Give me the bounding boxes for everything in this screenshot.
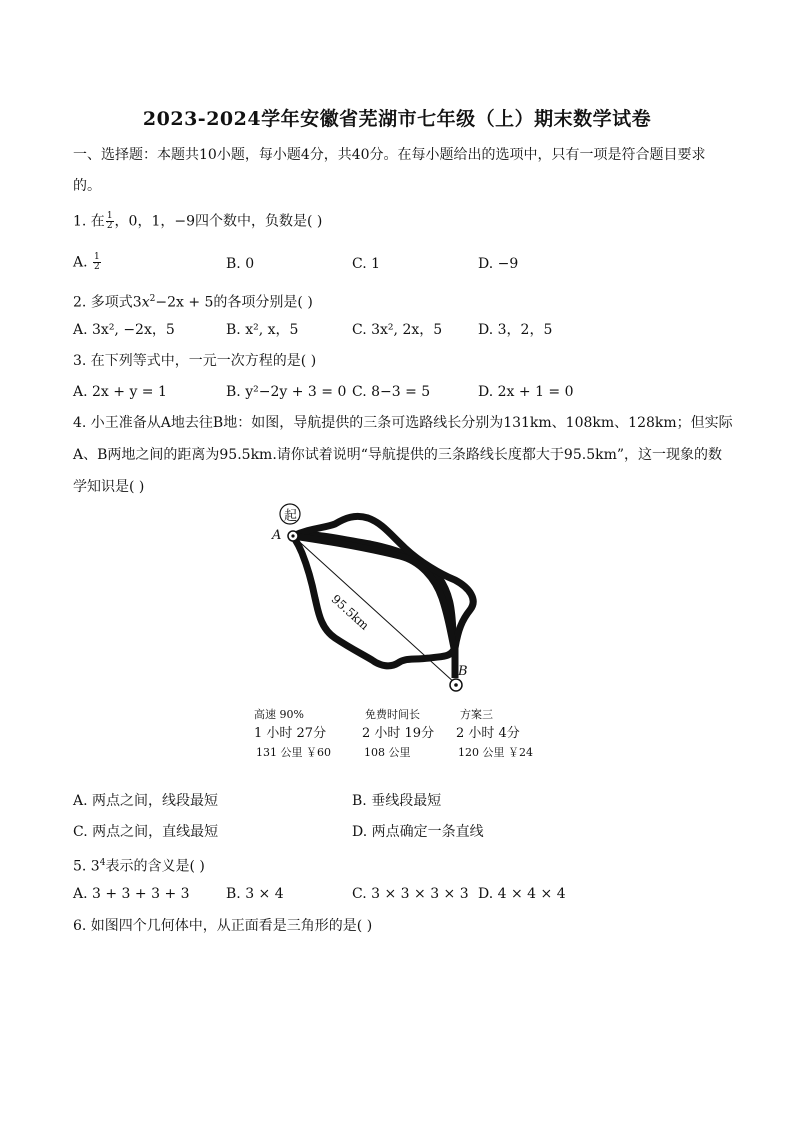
q5-option-c[interactable]	[352, 885, 469, 903]
q1-frac-den: 2	[106, 221, 113, 231]
section-instructions-line2: 的。	[73, 178, 101, 194]
option-label: D.	[478, 322, 494, 338]
route-2-time: 2 小时 19分	[362, 726, 435, 741]
option-text: x², x，5	[245, 322, 299, 338]
q1-option-c[interactable]	[352, 255, 380, 273]
q4-option-b[interactable]	[352, 792, 441, 810]
q1-opt-a-den: 2	[94, 262, 100, 272]
q4-option-d[interactable]	[352, 823, 484, 841]
q4-option-c[interactable]	[73, 823, 218, 841]
q1-option-b[interactable]	[226, 255, 254, 273]
q2-option-a[interactable]	[73, 321, 175, 339]
option-label: C.	[352, 256, 367, 272]
q1-frac-num: 1	[106, 211, 113, 221]
option-label: B.	[226, 886, 241, 902]
route-3-time: 2 小时 4分	[456, 726, 520, 741]
q2-option-d[interactable]	[478, 321, 552, 339]
option-text: 0	[245, 256, 255, 272]
option-label: A.	[73, 322, 88, 338]
option-label: A.	[73, 793, 88, 809]
question-5-stem	[73, 854, 205, 876]
option-text: 3x², 2x，5	[371, 322, 443, 338]
q1-opt-a-num: 1	[94, 252, 100, 262]
q2-stem-a: 2. 多项式3	[73, 294, 142, 311]
route-1-time: 1 小时 27分	[254, 726, 327, 741]
question-2-stem	[73, 290, 313, 312]
option-label: A.	[73, 886, 88, 902]
option-text: 3 + 3 + 3 + 3	[92, 886, 190, 902]
option-text: 3 × 3 × 3 × 3	[371, 886, 469, 902]
section-instructions-line1: 一、选择题：本题共10小题，每小题4分，共40分。在每小题给出的选项中，只有一项是符合题目要求	[73, 147, 706, 163]
option-text: 3x², −2x，5	[92, 322, 175, 338]
route-1-info: 131 公里 ￥60	[256, 746, 331, 759]
route-1-name: 高速 90%	[254, 708, 304, 721]
q1-rest: ，0，1，−9四个数中，负数是( )	[114, 213, 323, 230]
q2-stem-c: 2	[149, 294, 156, 304]
option-label: D.	[478, 886, 494, 902]
q5-option-d[interactable]	[478, 885, 566, 903]
question-6-stem: 6. 如图四个几何体中，从正面看是三角形的是( )	[73, 918, 373, 934]
option-label: B.	[226, 256, 241, 272]
question-4-line1: 4. 小王准备从A地去往B地：如图，导航提供的三条可选路线长分别为131km、108km、128km；但实际	[73, 415, 733, 431]
question-4-line2: A、B两地之间的距离为95.5km.请你试着说明“导航提供的三条路线长度都大于95.5km”，这一现象的数	[73, 447, 723, 463]
option-text: 4 × 4 × 4	[497, 886, 566, 902]
option-label: B.	[226, 384, 241, 400]
q2-option-c[interactable]	[352, 321, 442, 339]
route-outer	[293, 535, 455, 666]
point-b-dot	[454, 683, 458, 687]
option-text: 两点之间，直线最短	[92, 824, 219, 840]
question-3-stem: 3. 在下列等式中，一元一次方程的是( )	[73, 353, 317, 369]
option-text: 垂线段最短	[371, 793, 442, 809]
question-4-line3: 学知识是( )	[73, 479, 145, 495]
q5-stem-a: 5. 3	[73, 858, 100, 875]
q1-option-a-fraction	[93, 253, 101, 272]
option-text: 2x + 1 = 0	[497, 384, 574, 400]
q3-option-a[interactable]	[73, 383, 167, 401]
page-title: 2023-2024学年安徽省芜湖市七年级（上）期末数学试卷	[142, 108, 652, 130]
q1-option-d[interactable]	[478, 255, 518, 273]
q5-option-b[interactable]	[226, 885, 284, 903]
q3-option-b[interactable]	[226, 383, 346, 401]
option-text: y²−2y + 3 = 0	[245, 384, 347, 400]
q1-fraction	[106, 212, 114, 231]
q3-option-c[interactable]	[352, 383, 430, 401]
option-label: A.	[73, 254, 88, 271]
q2-option-b[interactable]	[226, 321, 298, 339]
option-label: D.	[478, 384, 494, 400]
q5-stem-b: 4	[99, 858, 106, 868]
q5-stem-c: 表示的含义是( )	[105, 858, 205, 875]
point-b-label: B	[458, 664, 468, 679]
option-label: D.	[478, 256, 494, 272]
route-map-svg	[250, 498, 550, 698]
question-1-stem	[73, 212, 322, 231]
route-3-name: 方案三	[460, 708, 493, 721]
q5-option-a[interactable]	[73, 885, 190, 903]
q4-option-a[interactable]	[73, 792, 218, 810]
route-map-figure	[250, 498, 550, 766]
q3-option-d[interactable]	[478, 383, 574, 401]
distance-label: 95.5km	[328, 592, 372, 633]
option-text: 8−3 = 5	[371, 384, 431, 400]
route-3-info: 120 公里 ￥24	[458, 746, 533, 759]
option-text: 两点确定一条直线	[371, 824, 484, 840]
option-label: C.	[352, 384, 367, 400]
q2-stem-b: x	[141, 294, 150, 311]
option-text: 2x + y = 1	[92, 384, 167, 400]
option-text: 3，2，5	[497, 322, 553, 338]
option-label: C.	[352, 322, 367, 338]
option-label: C.	[73, 824, 88, 840]
option-text: 两点之间，线段最短	[92, 793, 219, 809]
option-text: −9	[497, 256, 519, 272]
option-label: D.	[352, 824, 368, 840]
q1-prefix: 1. 在	[73, 213, 105, 230]
option-label: B.	[226, 322, 241, 338]
option-text: 1	[371, 256, 381, 272]
option-text: 3 × 4	[245, 886, 284, 902]
start-mark-label: 起	[284, 509, 298, 524]
option-label: A.	[73, 384, 88, 400]
option-label: C.	[352, 886, 367, 902]
point-a-dot	[291, 534, 294, 537]
q1-option-a[interactable]	[73, 253, 102, 272]
point-a-label: A	[272, 528, 282, 543]
q2-stem-d: −2x + 5的各项分别是( )	[155, 294, 313, 311]
option-label: B.	[352, 793, 367, 809]
route-2-info: 108 公里	[364, 746, 411, 759]
route-2-name: 免费时间长	[365, 708, 420, 721]
